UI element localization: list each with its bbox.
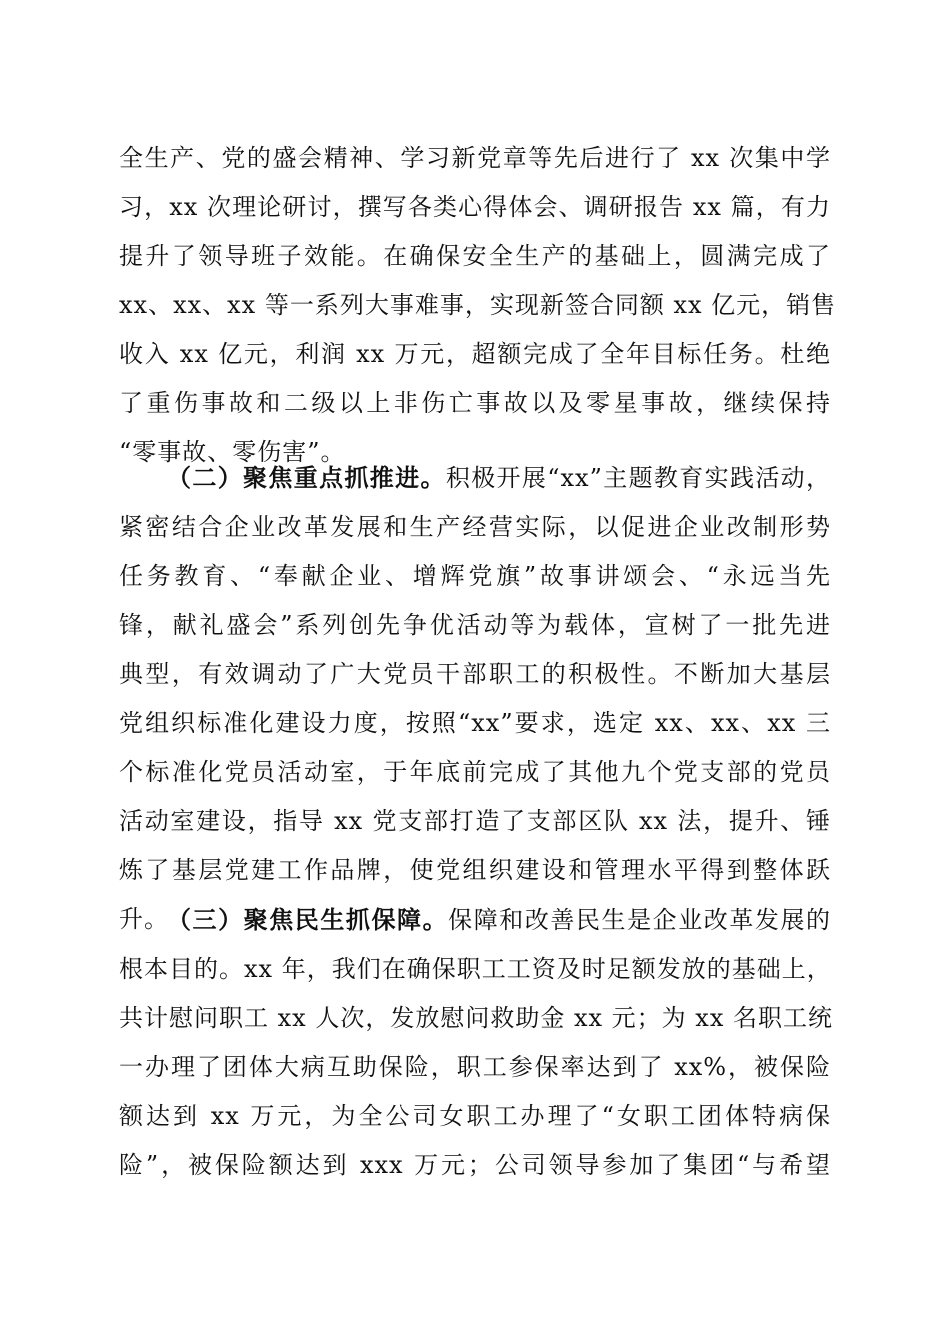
paragraph-2-line-6: 党组织标准化建设力度，按照“xx”要求，选定 xx、xx、xx 三 (119, 709, 831, 737)
paragraph-2-line-4: 锋，献礼盛会”系列创先争优活动等为载体，宣树了一批先进 (119, 611, 831, 639)
paragraph-3-line-1-text: 保障和改善民生是企业改革发展的 (448, 906, 832, 934)
paragraph-1-line-2: 习，xx 次理论研讨，撰写各类心得体会、调研报告 xx 篇，有力 (119, 193, 831, 221)
paragraph-3-line-1 (167, 900, 831, 940)
paragraph-1-line-6: 了重伤事故和二级以上非伤亡事故以及零星事故，继续保持 (119, 389, 831, 417)
paragraph-3-line-3: 共计慰问职工 xx 人次，发放慰问救助金 xx 元；为 xx 名职工统 (119, 1004, 833, 1032)
section-2-heading: （二）聚焦重点抓推进。 (167, 463, 446, 492)
paragraph-2-line-5: 典型，有效调动了广大党员干部职工的积极性。不断加大基层 (119, 660, 831, 688)
paragraph-2-line-8: 活动室建设，指导 xx 党支部打造了支部区队 xx 法，提升、锤 (119, 807, 831, 835)
paragraph-2-line-1-text: 积极开展“xx”主题教育实践活动， (445, 464, 832, 492)
paragraph-1-line-5: 收入 xx 亿元，利润 xx 万元，超额完成了全年目标任务。杜绝 (119, 340, 831, 368)
paragraph-1-line-7: “零事故、零伤害”。 (119, 438, 346, 466)
paragraph-3-line-4: 一办理了团体大病互助保险，职工参保率达到了 xx%，被保险 (119, 1053, 831, 1081)
paragraph-2-line-2: 紧密结合企业改革发展和生产经营实际，以促进企业改制形势 (119, 513, 831, 541)
paragraph-2-line-1 (167, 458, 831, 498)
paragraph-2-line-10: 升。 (119, 905, 169, 933)
paragraph-1-line-4: xx、xx、xx 等一系列大事难事，实现新签合同额 xx 亿元，销售 (119, 291, 837, 319)
paragraph-1-line-3: 提升了领导班子效能。在确保安全生产的基础上，圆满完成了 (119, 242, 831, 270)
paragraph-3-line-6: 险”，被保险额达到 xxx 万元；公司领导参加了集团“与希望 (119, 1151, 831, 1179)
section-3-heading: （三）聚焦民生抓保障。 (167, 905, 449, 934)
paragraph-1-line-1: 全生产、党的盛会精神、学习新党章等先后进行了 xx 次集中学 (119, 144, 831, 172)
paragraph-2-line-3: 任务教育、“奉献企业、增辉党旗”故事讲颂会、“永远当先 (119, 562, 831, 590)
paragraph-3-line-2: 根本目的。xx 年，我们在确保职工工资及时足额发放的基础上， (119, 955, 832, 983)
paragraph-3-line-5: 额达到 xx 万元，为全公司女职工办理了“女职工团体特病保 (119, 1102, 831, 1130)
paragraph-2-line-7: 个标准化党员活动室，于年底前完成了其他九个党支部的党员 (119, 758, 831, 786)
paragraph-2-line-9: 炼了基层党建工作品牌，使党组织建设和管理水平得到整体跃 (119, 856, 831, 884)
